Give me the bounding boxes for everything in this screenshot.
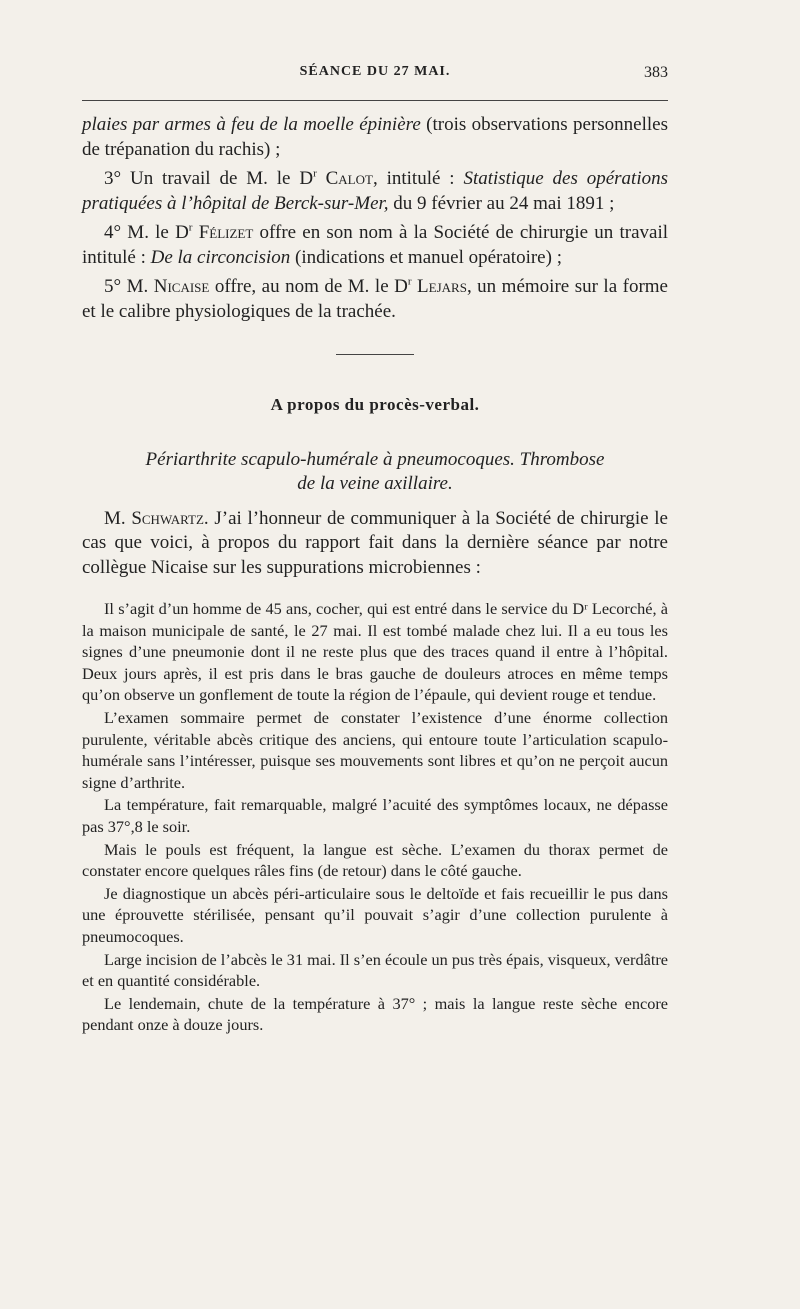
work-title: De la circoncision [150, 246, 291, 268]
paragraph-item-2 [82, 113, 668, 162]
paragraph-text: , un mémoire sur la forme et le calibre physiologiques de la trachée. [82, 276, 668, 322]
paragraph-text: du 9 février au 24 mai 1891 ; [388, 192, 615, 214]
case-paragraph: L’examen sommaire permet de constater l’existence d’une énorme collection purulente, véritable abcès critique des anciens, qui entoure toute l’articulation scapulo-humérale sans l’intéresser, puisque ses mouvements sont libres et qu’on ne perçoit aucun signe d’arthrite. [82, 707, 668, 792]
author-name: Calot [325, 168, 373, 189]
paragraph-item-3 [82, 167, 668, 216]
author-name: Nicaise [153, 276, 210, 297]
case-report [82, 598, 668, 1036]
paragraph-item-4 [82, 221, 668, 270]
paragraph-item-5 [82, 275, 668, 324]
subtitle-line: de la veine axillaire. [297, 473, 453, 494]
speaker-name: Schwartz. [131, 507, 209, 529]
paragraph-text: offre, au nom de M. le D [209, 276, 408, 297]
page-body [82, 113, 668, 1037]
page-number: 383 [644, 64, 668, 81]
intro-paragraph [82, 507, 668, 581]
paragraph-text: offre en son nom à la Société de chirurgie un travail intitulé : [82, 222, 668, 268]
paragraph-text: 5° M. [104, 276, 154, 297]
section-heading: A propos du procès-verbal. [270, 395, 480, 414]
case-paragraph: La température, fait remarquable, malgré l’acuité des symptômes locaux, ne dépasse pas 37°,8 le soir. [82, 795, 668, 836]
case-paragraph: Le lendemain, chute de la température à 37° ; mais la langue reste sèche encore pendant onze à douze jours. [82, 993, 668, 1035]
work-title: Statistique des opérations pratiquées à l’hôpital de Berck-sur-Mer, [82, 168, 669, 214]
case-paragraph: Large incision de l’abcès le 31 mai. Il s’en écoule un pus très épais, visqueux, verdâtre et en quantité considérable. [82, 949, 668, 991]
section-subtitle [82, 448, 668, 497]
paragraph-text: J’ai l’honneur de communiquer à la Société de chirurgie le cas que voici, à propos du rapport fait dans la dernière séance par notre collègue Nicaise sur les suppurations microbiennes : [82, 507, 668, 578]
case-paragraph: Il s’agit d’un homme de 45 ans, cocher, qui est entré dans le service du Dʳ Lecorché, à la maison municipale de santé, le 27 mai. Il est tombé malade chez lui. Il a eu tous les signes d’une pneumonie dont il ne reste plus que des traces quand il entre à l’hôpital. Deux jours après, il est pris dans le bras gauche de douleurs atroces en même temps qu’on observe un gonflement de toute la région de l’épaule, qui devient rouge et tendue. [82, 599, 668, 705]
case-paragraph: Je diagnostique un abcès péri-articulaire sous le deltoïde et fais recueillir le pus dans une éprouvette stérilisée, pensant qu’il pouvait s’agir d’une collection purulente à pneumocoques. [82, 883, 668, 946]
subtitle-line: Périarthrite scapulo-humérale à pneumocoques. Thrombose [145, 448, 605, 470]
paragraph-text: 3° Un travail de M. le D [104, 168, 314, 189]
superscript: r [407, 275, 412, 288]
section-divider [336, 354, 414, 355]
paragraph-text: (indications et manuel opératoire) ; [290, 246, 562, 268]
paragraph-text: (trois observations personnelles de trépanation du rachis) ; [82, 114, 668, 160]
paragraph-text: 4° M. le D [104, 222, 189, 243]
author-name: Félizet [198, 222, 254, 243]
paragraph-text: , intitulé : [372, 168, 464, 189]
running-header [82, 64, 668, 88]
header-title: SÉANCE DU 27 MAI. [299, 64, 451, 79]
case-paragraph: Mais le pouls est fréquent, la langue est sèche. L’examen du thorax permet de constater encore quelques râles fins (de retour) dans le côté gauche. [82, 839, 668, 881]
thesis-title: plaies par armes à feu de la moelle épinière [82, 114, 421, 135]
author-name: Lejars [417, 276, 467, 297]
header-rule [82, 100, 668, 101]
superscript: r [188, 221, 193, 234]
paragraph-text: M. [104, 507, 132, 529]
superscript: r [313, 167, 317, 180]
